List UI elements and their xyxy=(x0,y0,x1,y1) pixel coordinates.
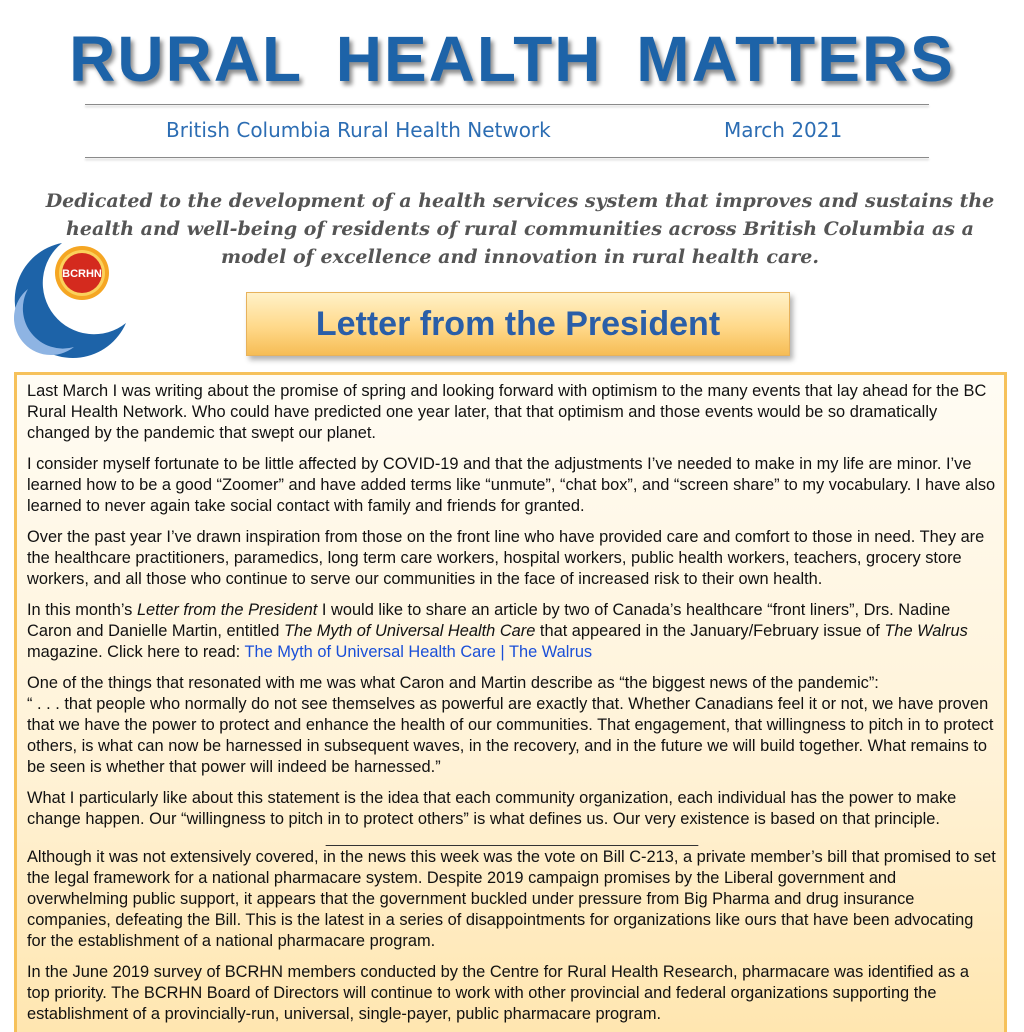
paragraph-6: What I particularly like about this statement is the idea that each community organization, each individual has the power to make change happen. Our “willingness to pitch in to protect others” is what defines us. Our very existence is based on that principle. xyxy=(27,789,957,828)
p4-title-letter: Letter from the President xyxy=(136,601,318,619)
paragraph-2: I consider myself fortunate to be little affected by COVID-19 and that the adjustments I’ve needed to make in my life are minor. I’ve learned how to be a good “Zoomer” and have added terms like “unmute”, “chat box”, and “screen share” to my vocabulary. I have also learned to never again take social contact with family and friends for granted. xyxy=(27,455,996,515)
newsletter-title: RURAL HEALTH MATTERS xyxy=(69,23,955,95)
p4-title-article: The Myth of Universal Health Care xyxy=(283,622,536,640)
bottom-divider xyxy=(85,157,929,158)
article-link[interactable]: The Myth of Universal Health Care | The Walrus xyxy=(244,643,593,661)
p4-title-magazine: The Walrus xyxy=(884,622,968,640)
paragraph-8: In the June 2019 survey of BCRHN members conducted by the Centre for Rural Health Research, pharmacare was identified as a top priority. The BCRHN Board of Directors will continue to work with other provincial and federal organizations supporting the establishment of a provincially-run, universal, single-payer, public pharmacare program. xyxy=(27,963,970,1023)
paragraph-7: Although it was not extensively covered, in the news this week was the vote on Bill C-213, a private member’s bill that promised to set the legal framework for a national pharmacare system. Despite 2019 campaign promises by the Liberal government and overwhelming public support, it appears that the government buckled under pressure from Big Pharma and drug insurance companies, defeating the Bill. This is the latest in a series of disappointments for organizations like ours that have been advocating for the establishment of a national pharmacare program. xyxy=(27,848,996,950)
section-banner xyxy=(246,292,790,356)
paragraph-4 xyxy=(27,600,996,663)
section-title: Letter from the President xyxy=(315,304,721,343)
mission-statement: Dedicated to the development of a health services system that improves and sustains the health and well-being of residents of rural communities across British Columbia as a model of excellence and innovation in rural health care. xyxy=(45,190,995,268)
paragraph-1: Last March I was writing about the promise of spring and looking forward with optimism to the many events that lay ahead for the BC Rural Health Network. Who could have predicted one year later, that that optimism and those events would be so dramatically changed by the pandemic that swept our planet. xyxy=(27,382,987,442)
paragraph-5 xyxy=(27,673,996,778)
p5-intro: One of the things that resonated with me was what Caron and Martin describe as “the biggest news of the pandemic”: xyxy=(27,674,879,692)
p4-text-g: magazine. Click here to read: xyxy=(27,643,245,661)
p4-text-e: that appeared in the January/February issue of xyxy=(535,622,885,640)
bcrhn-logo xyxy=(14,235,138,359)
network-name: British Columbia Rural Health Network xyxy=(166,118,551,142)
issue-date: March 2021 xyxy=(724,118,843,142)
paragraph-3: Over the past year I’ve drawn inspiration from those on the front line who have provided care and comfort to those in need. They are the healthcare practitioners, paramedics, long term care workers, hospital workers, public health workers, teachers, grocery store workers, and all those who continue to serve our communities in the face of increased risk to their own health. xyxy=(27,528,985,588)
p4-text-a: In this month’s xyxy=(27,601,137,619)
p5-quote: “ . . . that people who normally do not see themselves as powerful are exactly that. Whether Canadians feel it or not, we have proven that we have the power to protect and enhance the health of our communities. That engagement, that willingness to pitch in to protect others, is what can now be harnessed in subsequent waves, in the recovery, and in the future we will build together. What remains to be seen is whether that power will indeed be harnessed.” xyxy=(27,695,994,776)
p4-text-c: I would like to share an article by two of Canada’s healthcare “front liners”, Drs. Nadine Caron and Danielle Martin, entitled xyxy=(27,601,951,640)
logo-text: BCRHN xyxy=(62,268,102,280)
section-divider: _______________________________________________ xyxy=(325,830,698,847)
top-divider xyxy=(85,104,929,105)
letter-body xyxy=(14,372,1007,1032)
